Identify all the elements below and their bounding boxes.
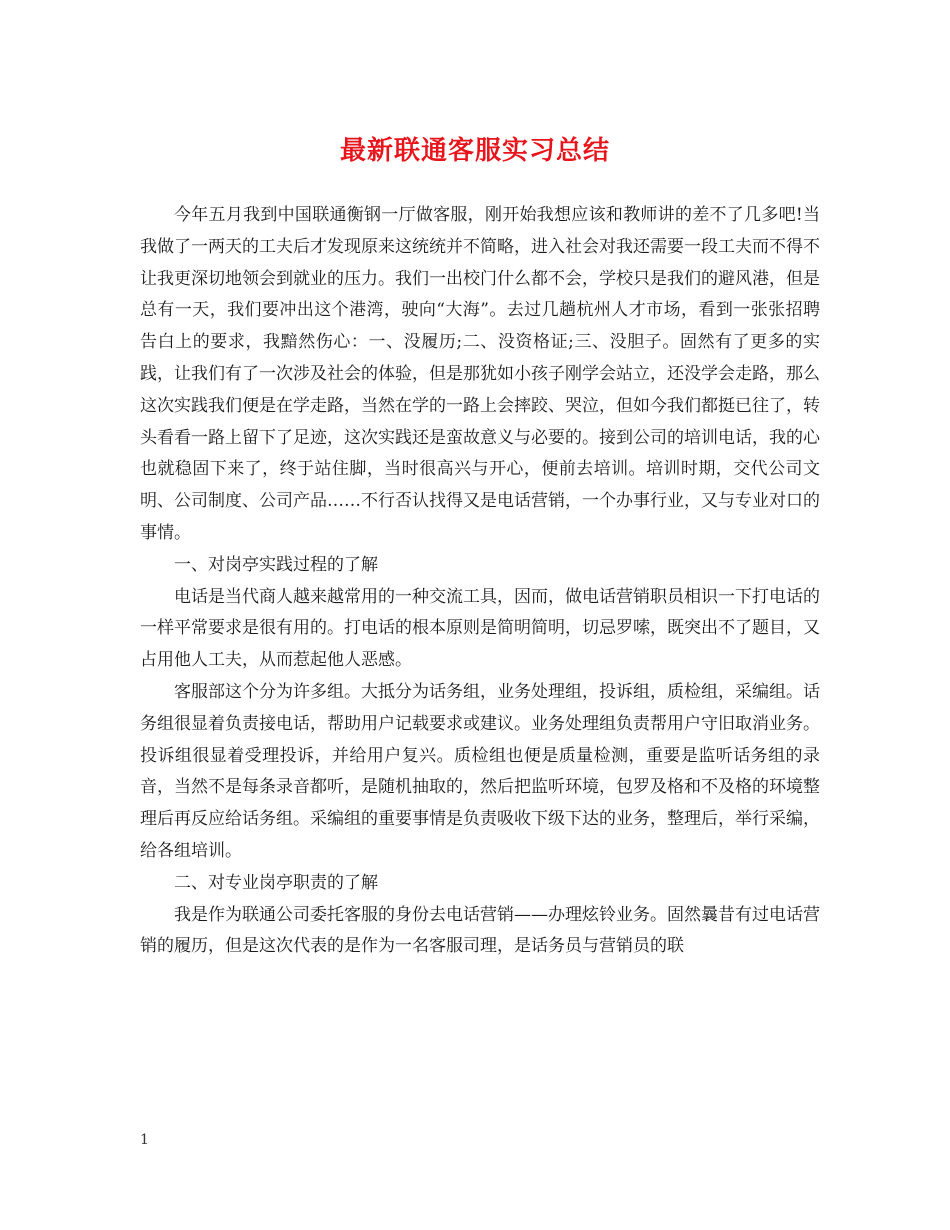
paragraph-phone: 电话是当代商人越来越常用的一种交流工具，因而，做电话营销职员相识一下打电话的一样平常要求是很有用的。打电话的根本原则是简明简明，切忌罗嗦，既突出不了题目，又占用他人工夫，从而惹起他人恶感。: [140, 586, 820, 671]
paragraph-role: 我是作为联通公司委托客服的身份去电话营销——办理炫铃业务。固然曩昔有过电话营销的履历，但是这次代表的是作为一名客服司理，是话务员与营销员的联: [140, 904, 820, 957]
page-number: 1: [140, 1132, 149, 1148]
section-heading-2: 二、对专业岗亭职责的了解: [174, 872, 378, 893]
paragraph-intro: 今年五月我到中国联通衡钢一厅做客服，刚开始我想应该和教师讲的差不了几多吧!当我做了一两天的工夫后才发现原来这统统并不简略，进入社会对我还需要一段工夫而不得不让我更深切地领会到就业的压力。我们一出校门什么都不会，学校只是我们的避风港，但是总有一天，我们要冲出这个港湾，驶向“大海”。去过几趟杭州人才市场，看到一张张招聘告白上的要求，我黯然伤心：一、没履历;二、没资格证;三、没胆子。固然有了更多的实践，让我们有了一次涉及社会的体验，但是那犹如小孩子刚学会站立，还没学会走路，那么这次实践我们便是在学走路，当然在学的一路上会摔跤、哭泣，但如今我们都挺已往了，转头看看一路上留下了足迹，这次实践还是蛮故意义与必要的。接到公司的培训电话，我的心也就稳固下来了，终于站住脚，当时很高兴与开心，便前去培训。培训时期，交代公司文明、公司制度、公司产品……不行否认找得又是电话营销，一个办事行业，又与专业对口的事情。: [140, 205, 820, 543]
document-title: 最新联通客服实习总结: [339, 136, 610, 166]
paragraph-departments: 客服部这个分为许多组。大抵分为话务组，业务处理组，投诉组，质检组，采编组。话务组很显着负责接电话，帮助用户记载要求或建议。业务处理组负责帮用户守旧取消业务。投诉组很显着受理投诉，并给用户复兴。质检组也便是质量检测，重要是监听话务组的录音，当然不是每条录音都听，是随机抽取的，然后把监听环境，包罗及格和不及格的环境整理后再反应给话务组。采编组的重要事情是负责吸收下级下达的业务，整理后，举行采编，给各组培训。: [140, 681, 820, 861]
document-body: [140, 200, 820, 963]
section-heading-1: 一、对岗亭实践过程的了解: [174, 554, 378, 575]
